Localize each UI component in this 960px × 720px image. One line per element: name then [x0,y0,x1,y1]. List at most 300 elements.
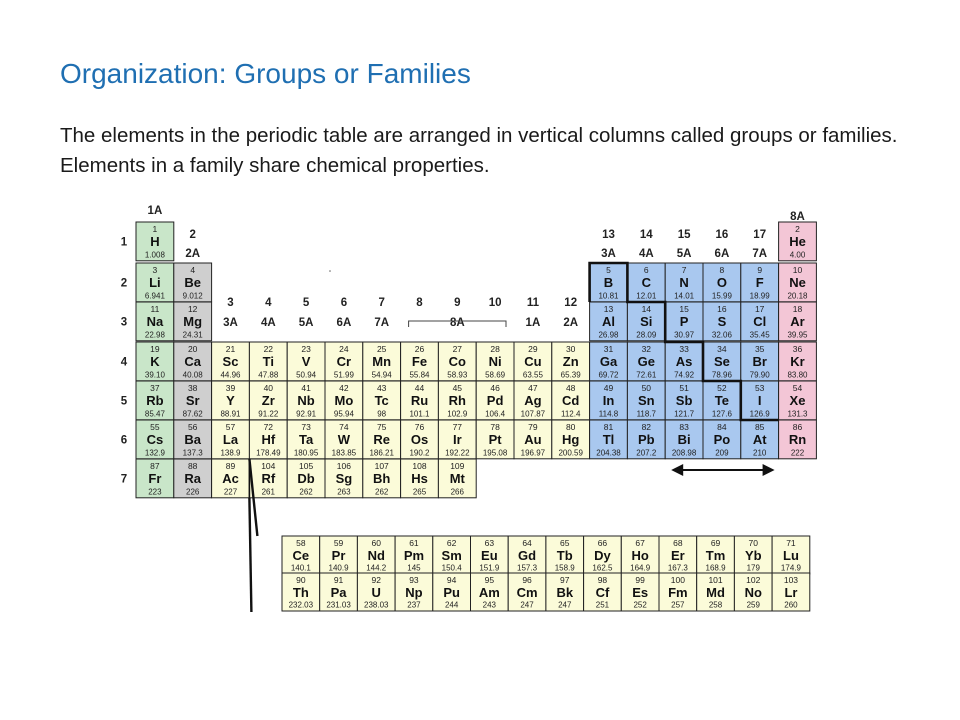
element-la-mass: 138.9 [220,448,241,458]
element-sr-mass: 87.62 [182,409,203,419]
group-header-11-number: 11 [526,297,539,309]
element-k-number: 19 [150,344,160,354]
element-er-number: 68 [673,538,683,548]
element-bh-symbol: Bh [373,471,391,486]
element-md-mass: 258 [708,600,723,610]
element-k-symbol: K [150,354,160,369]
element-ra-number: 88 [187,461,198,471]
element-bk-number: 97 [560,575,570,585]
element-ho-number: 67 [635,538,645,548]
element-tc-symbol: Tc [374,393,389,408]
element-cl-symbol: Cl [753,314,767,329]
element-pb-mass: 207.2 [636,448,657,458]
element-ce-number: 58 [296,538,306,548]
element-fr-mass: 223 [148,487,162,497]
element-hg-number: 80 [565,422,576,432]
element-xe-mass: 131.3 [787,409,808,419]
element-li-symbol: Li [149,275,161,290]
element-kr-number: 36 [792,344,803,354]
element-bi-mass: 208.98 [671,448,697,458]
element-u-number: 92 [371,575,381,585]
group-header-17-number: 17 [753,229,767,241]
element-cs-number: 55 [150,422,160,432]
element-at-symbol: At [752,432,767,447]
element-kr-symbol: Kr [790,354,805,369]
element-yb-mass: 179 [746,563,760,573]
element-ag-number: 47 [528,383,538,393]
element-bi-number: 83 [679,422,689,432]
element-tl-symbol: Tl [602,432,615,447]
element-md-symbol: Md [706,585,725,600]
element-ni-symbol: Ni [488,354,502,369]
group-header-5-label: 5A [298,317,314,329]
group-header-6-label: 6A [336,317,352,329]
element-os-number: 76 [414,422,425,432]
element-pu-symbol: Pu [443,585,460,600]
element-ra-mass: 226 [186,487,200,497]
element-ca-number: 20 [187,344,198,354]
element-mg-number: 12 [187,304,198,314]
element-rf-mass: 261 [261,487,275,497]
element-hg-mass: 200.59 [558,448,583,458]
element-si-symbol: Si [640,314,653,329]
element-na-number: 11 [150,304,160,314]
element-eu-symbol: Eu [481,548,498,563]
element-nb-number: 41 [301,383,311,393]
group-header-9-label: 8A [449,317,465,329]
element-pa-mass: 231.03 [326,600,351,610]
element-mn-number: 25 [376,344,387,354]
element-es-mass: 252 [633,600,647,610]
element-sr-symbol: Sr [185,393,200,408]
group-header-2-label: 2A [185,248,201,260]
element-f-symbol: F [755,275,764,290]
element-th-symbol: Th [292,585,309,600]
element-be-number: 4 [190,265,196,275]
element-pu-mass: 244 [444,600,459,610]
group-header-1: 1A [147,205,163,217]
element-f-mass: 18.99 [749,291,770,301]
element-sn-number: 50 [641,383,652,393]
element-h-mass: 1.008 [144,250,165,260]
element-cm-mass: 247 [520,600,534,610]
element-rb-number: 37 [150,383,160,393]
element-bi-symbol: Bi [677,432,691,447]
element-sg-mass: 263 [337,487,351,497]
group-header-2-number: 2 [189,229,196,241]
element-os-mass: 190.2 [409,448,430,458]
element-mo-number: 42 [339,383,349,393]
element-ar-number: 18 [792,304,803,314]
element-pa-number: 91 [333,575,344,585]
element-au-mass: 196.97 [520,448,546,458]
element-lu-mass: 174.9 [780,563,801,573]
element-at-mass: 210 [753,448,767,458]
element-w-mass: 183.85 [331,448,357,458]
element-lu-symbol: Lu [783,548,799,563]
element-as-mass: 74.92 [674,370,695,380]
element-tm-number: 69 [710,538,721,548]
element-pm-number: 61 [409,538,419,548]
element-te-mass: 127.6 [711,409,732,419]
element-fr-number: 87 [150,461,160,471]
element-ce-mass: 140.1 [290,563,311,573]
element-db-symbol: Db [297,471,315,486]
element-eu-number: 63 [484,538,495,548]
element-pm-symbol: Pm [403,548,425,563]
element-as-symbol: As [675,354,693,369]
element-ta-symbol: Ta [298,432,314,447]
element-sc-mass: 44.96 [220,370,241,380]
element-s-number: 16 [717,304,727,314]
element-ti-number: 22 [263,344,274,354]
element-lu-number: 71 [786,538,796,548]
element-yb-symbol: Yb [744,548,762,563]
element-no-symbol: No [744,585,762,600]
element-he-number: 2 [795,224,800,234]
element-i-symbol: I [757,393,762,408]
element-dy-mass: 162.5 [592,563,613,573]
element-hs-mass: 265 [412,487,427,497]
group-header-7-number: 7 [378,297,385,309]
element-cs-mass: 132.9 [144,448,165,458]
element-rh-number: 45 [452,383,463,393]
group-header-10-number: 10 [488,297,502,309]
element-ir-symbol: Ir [452,432,462,447]
element-b-symbol: B [603,275,614,290]
element-w-symbol: W [337,432,351,447]
element-ac-symbol: Ac [222,471,239,486]
period-label-6: 6 [120,434,128,447]
element-al-mass: 26.98 [598,330,619,340]
period-label-7: 7 [120,473,128,486]
element-ba-mass: 137.3 [182,448,203,458]
element-s-mass: 32.06 [711,330,732,340]
element-es-number: 99 [635,575,645,585]
element-rb-symbol: Rb [146,393,164,408]
element-ru-mass: 101.1 [409,409,430,419]
element-at-number: 85 [754,422,765,432]
element-pd-symbol: Pd [486,393,504,408]
element-fm-symbol: Fm [668,585,688,600]
group-header-4-label: 4A [260,317,276,329]
element-br-number: 35 [754,344,765,354]
element-ir-number: 77 [452,422,463,432]
element-tl-mass: 204.38 [596,448,621,458]
element-mt-symbol: Mt [449,471,465,486]
element-xe-number: 54 [792,383,803,393]
element-cu-number: 29 [528,344,538,354]
element-sc-symbol: Sc [222,354,239,369]
group-header-12-number: 12 [564,297,578,309]
element-re-number: 75 [376,422,387,432]
element-au-symbol: Au [524,432,542,447]
element-ga-mass: 69.72 [598,370,619,380]
element-p-number: 15 [679,304,689,314]
element-ru-symbol: Ru [410,393,429,408]
group-header-6-number: 6 [340,297,348,309]
group-header-11-label: 1A [525,317,541,329]
element-sg-number: 106 [336,461,351,471]
element-rh-symbol: Rh [448,393,466,408]
element-db-mass: 262 [299,487,313,497]
element-mt-number: 109 [450,461,465,471]
element-pd-number: 46 [490,383,500,393]
element-ag-mass: 107.87 [520,409,546,419]
element-cm-symbol: Cm [516,585,538,600]
element-sn-symbol: Sn [637,393,655,408]
element-ho-symbol: Ho [631,548,649,563]
element-bk-symbol: Bk [556,585,574,600]
element-db-number: 105 [299,461,314,471]
element-kr-mass: 83.80 [787,370,808,380]
element-sg-symbol: Sg [335,471,353,486]
element-tb-symbol: Tb [556,548,573,563]
element-ge-symbol: Ge [637,354,655,369]
element-zn-number: 30 [565,344,576,354]
element-sb-mass: 121.7 [674,409,695,419]
element-ge-mass: 72.61 [636,370,657,380]
stray-dot [329,270,331,272]
element-pb-symbol: Pb [637,432,655,447]
element-pt-symbol: Pt [488,432,502,447]
element-v-symbol: V [301,354,311,369]
element-eu-mass: 151.9 [479,563,500,573]
element-k-mass: 39.10 [144,370,165,380]
element-cf-symbol: Cf [595,585,610,600]
element-h-symbol: H [150,234,160,249]
element-bh-mass: 262 [375,487,389,497]
element-co-number: 27 [452,344,463,354]
element-cd-number: 48 [565,383,576,393]
element-ag-symbol: Ag [524,393,542,408]
element-ta-mass: 180.95 [293,448,319,458]
element-zn-symbol: Zn [562,354,579,369]
element-b-mass: 10.81 [598,291,619,301]
group-header-4-number: 4 [265,297,272,309]
element-yb-number: 70 [748,538,758,548]
element-na-symbol: Na [146,314,164,329]
element-co-symbol: Co [448,354,466,369]
element-mg-symbol: Mg [183,314,203,329]
element-i-number: 53 [754,383,765,393]
element-xe-symbol: Xe [789,393,806,408]
element-w-number: 74 [339,422,349,432]
element-tl-number: 81 [603,422,614,432]
period-label-5: 5 [120,395,128,408]
element-o-number: 8 [719,265,725,275]
element-pb-number: 82 [641,422,652,432]
element-er-symbol: Er [670,548,685,563]
element-ni-mass: 58.69 [485,370,506,380]
element-f-number: 9 [757,265,763,275]
element-tm-symbol: Tm [705,548,726,563]
element-nd-number: 60 [371,538,381,548]
element-po-number: 84 [717,422,727,432]
element-cr-mass: 51.99 [333,370,354,380]
element-hs-symbol: Hs [411,471,428,486]
element-c-number: 6 [643,265,649,275]
element-cu-symbol: Cu [524,354,542,369]
element-cm-number: 96 [522,575,532,585]
element-tm-mass: 168.9 [705,563,726,573]
period-label-3: 3 [120,316,128,329]
element-cr-number: 24 [339,344,349,354]
element-li-number: 3 [152,265,158,275]
element-ac-number: 89 [225,461,236,471]
element-ra-symbol: Ra [184,471,202,486]
element-rn-mass: 222 [790,448,805,458]
element-fm-mass: 257 [671,600,685,610]
element-am-symbol: Am [478,585,500,600]
period-label-4: 4 [120,356,128,369]
element-hs-number: 108 [412,461,427,471]
element-mt-mass: 266 [450,487,464,497]
period-label-1: 1 [120,236,128,249]
element-re-symbol: Re [373,432,391,447]
element-sb-number: 51 [679,383,689,393]
element-sc-number: 21 [225,344,236,354]
group-header-13-number: 13 [602,229,615,241]
element-ir-mass: 192.22 [445,448,470,458]
element-mn-symbol: Mn [372,354,392,369]
element-dy-number: 66 [597,538,608,548]
slide-title: Organization: Groups or Families [60,58,471,89]
element-zn-mass: 65.39 [560,370,581,380]
group-header-15-label: 5A [676,248,692,260]
element-am-number: 95 [484,575,495,585]
element-nb-symbol: Nb [297,393,315,408]
group-header-3-label: 3A [223,317,238,329]
element-ne-symbol: Ne [789,275,806,290]
element-be-mass: 9.012 [182,291,203,301]
element-pm-mass: 145 [407,563,421,573]
element-se-mass: 78.96 [711,370,732,380]
element-cd-mass: 112.4 [560,409,581,419]
element-es-symbol: Es [632,585,649,600]
element-cf-number: 98 [597,575,608,585]
element-ge-number: 32 [641,344,652,354]
element-sn-mass: 118.7 [636,409,657,419]
element-mo-symbol: Mo [334,393,354,408]
element-lr-symbol: Lr [784,585,798,600]
group-header-12-label: 2A [563,317,579,329]
element-dy-symbol: Dy [594,548,611,563]
element-v-number: 23 [301,344,311,354]
element-h-number: 1 [152,224,158,234]
element-hf-symbol: Hf [261,432,276,447]
group-header-9-number: 9 [454,297,461,309]
element-no-number: 102 [746,575,761,585]
element-i-mass: 126.9 [749,409,770,419]
element-fe-symbol: Fe [411,354,428,369]
element-po-symbol: Po [713,432,731,447]
element-cu-mass: 63.55 [522,370,543,380]
element-rf-number: 104 [261,461,276,471]
element-zr-number: 40 [263,383,274,393]
slide-body-text: The elements in the periodic table are arranged in vertical columns called groups or families. Elements in a family share chemical properties. [60,124,898,177]
element-ti-mass: 47.88 [258,370,279,380]
element-ac-mass: 227 [223,487,238,497]
element-fe-mass: 55.84 [409,370,430,380]
element-se-number: 34 [717,344,727,354]
element-c-symbol: C [641,275,651,290]
element-as-number: 33 [679,344,689,354]
element-nd-mass: 144.2 [366,563,387,573]
element-er-mass: 167.3 [667,563,688,573]
element-tc-mass: 98 [377,409,387,419]
element-zr-symbol: Zr [261,393,275,408]
element-pr-mass: 140.9 [328,563,349,573]
element-ne-mass: 20.18 [787,291,808,301]
element-br-symbol: Br [752,354,767,369]
element-he-symbol: He [789,234,806,249]
element-fr-symbol: Fr [148,471,162,486]
element-p-symbol: P [679,314,689,329]
element-rf-symbol: Rf [261,471,276,486]
element-nd-symbol: Nd [367,548,385,563]
element-np-number: 93 [409,575,419,585]
element-p-mass: 30.97 [674,330,695,340]
element-fe-number: 26 [414,344,425,354]
element-b-number: 5 [606,265,611,275]
element-po-mass: 209 [715,448,729,458]
element-he-mass: 4.00 [789,250,806,260]
period-label-2: 2 [120,277,128,290]
element-cl-mass: 35.45 [749,330,770,340]
group-header-8-number: 8 [416,297,423,309]
element-pt-number: 78 [490,422,500,432]
element-si-mass: 28.09 [636,330,657,340]
element-in-mass: 114.8 [598,409,619,419]
element-cs-symbol: Cs [146,432,164,447]
element-y-number: 39 [225,383,236,393]
element-te-symbol: Te [714,393,730,408]
element-sr-number: 38 [187,383,198,393]
element-cr-symbol: Cr [336,354,352,369]
element-sm-number: 62 [446,538,457,548]
element-cf-mass: 251 [595,600,610,610]
element-in-symbol: In [602,393,615,408]
group-header-16-number: 16 [715,229,729,241]
element-be-symbol: Be [184,275,202,290]
element-y-symbol: Y [226,393,235,408]
element-au-number: 79 [528,422,538,432]
element-u-mass: 238.03 [364,600,389,610]
element-tb-number: 65 [560,538,570,548]
element-in-number: 49 [603,383,614,393]
element-br-mass: 79.90 [749,370,770,380]
element-cl-number: 17 [754,304,765,314]
group-header-17-label: 7A [752,248,768,260]
element-u-symbol: U [371,585,381,600]
element-tb-mass: 158.9 [554,563,575,573]
group-header-3-number: 3 [227,297,234,309]
element-y-mass: 88.91 [220,409,241,419]
element-zr-mass: 91.22 [258,409,279,419]
group-header-18: 8A [790,211,805,223]
element-n-number: 7 [681,265,687,275]
element-ca-mass: 40.08 [182,370,203,380]
element-ti-symbol: Ti [262,354,274,369]
group-header-14-number: 14 [639,229,653,241]
element-lr-number: 103 [783,575,799,585]
element-co-mass: 58.93 [447,370,468,380]
element-os-symbol: Os [410,432,429,447]
element-pu-number: 94 [446,575,457,585]
element-hg-symbol: Hg [562,432,580,447]
element-gd-number: 64 [522,538,532,548]
